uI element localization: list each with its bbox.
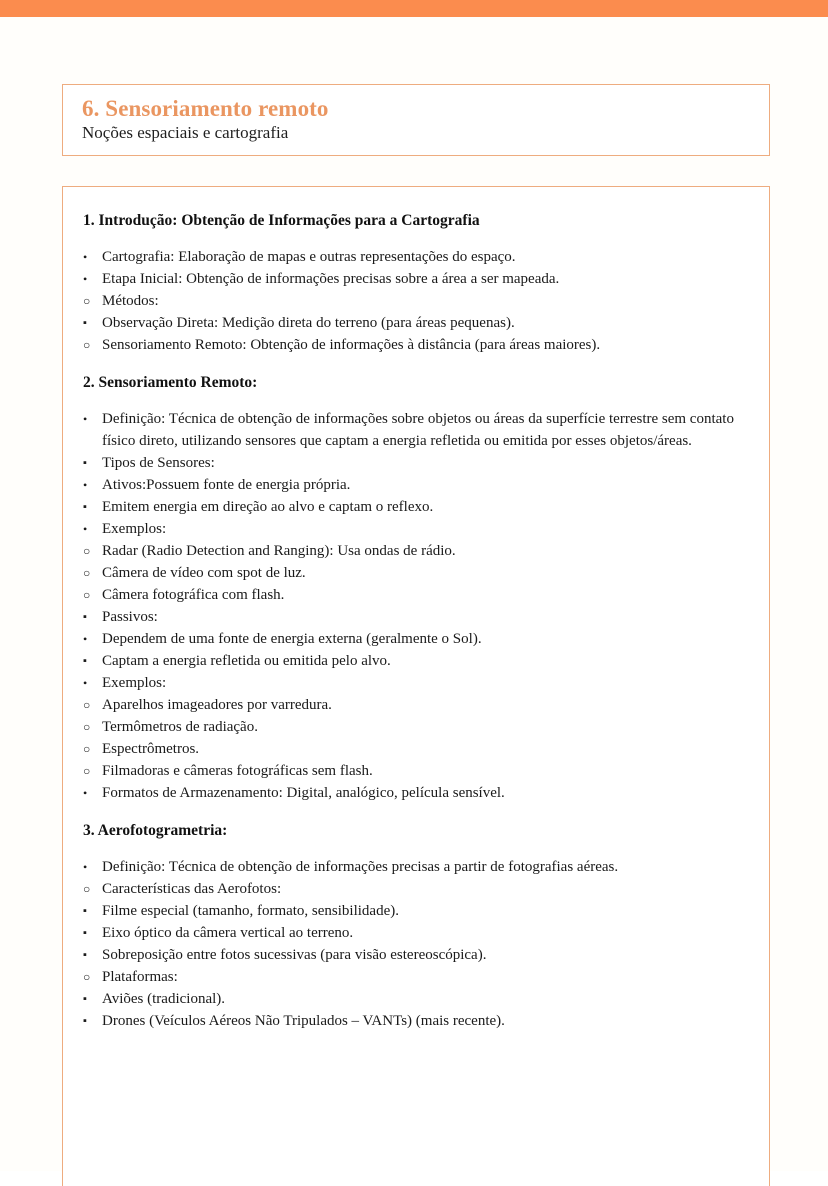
list-item <box>83 246 747 268</box>
list-item <box>83 1010 747 1032</box>
list-item <box>83 518 747 540</box>
square-bullet-icon: ▪ <box>83 456 87 469</box>
list-item <box>83 562 747 584</box>
list-item <box>83 474 747 496</box>
list-item-text: Dependem de uma fonte de energia externa (geralmente o Sol). <box>102 630 482 647</box>
list-item-text: Filmadoras e câmeras fotográficas sem flash. <box>102 762 373 779</box>
list-item-text: Espectrômetros. <box>102 740 200 757</box>
list-item <box>83 716 747 738</box>
circle-bullet-icon: ○ <box>83 741 91 756</box>
square-bullet-icon: ▪ <box>83 926 87 939</box>
list-item <box>83 966 747 988</box>
disc-bullet-icon: • <box>83 249 88 264</box>
section-heading: 3. Aerofotogrametria: <box>83 821 228 839</box>
list-item <box>83 290 747 312</box>
list-item-text: Observação Direta: Medição direta do terreno (para áreas pequenas). <box>102 314 515 331</box>
top-accent-bar <box>0 0 828 17</box>
list-item <box>83 856 747 878</box>
square-bullet-icon: ▪ <box>83 904 87 917</box>
list-item <box>83 878 747 900</box>
heading-spacer <box>83 232 747 246</box>
list-item-text: Passivos: <box>102 608 158 625</box>
disc-bullet-icon: • <box>83 271 88 286</box>
list-item <box>83 606 747 628</box>
list-item-text: Ativos:Possuem fonte de energia própria. <box>102 476 351 493</box>
title-box <box>62 84 770 156</box>
list-item-text: Drones (Veículos Aéreos Não Tripulados – VANTs) (mais recente). <box>102 1012 505 1029</box>
list-item-text: Cartografia: Elaboração de mapas e outras representações do espaço. <box>102 248 516 265</box>
heading-spacer <box>83 394 747 408</box>
square-bullet-icon: ▪ <box>83 654 87 667</box>
circle-bullet-icon: ○ <box>83 881 91 896</box>
list-item <box>83 900 747 922</box>
list-item-text: Termômetros de radiação. <box>102 718 258 735</box>
list-item <box>83 922 747 944</box>
disc-bullet-icon: • <box>83 477 88 492</box>
square-bullet-icon: ▪ <box>83 948 87 961</box>
list-item <box>83 334 747 356</box>
list-item-text: Formatos de Armazenamento: Digital, analógico, película sensível. <box>102 784 505 801</box>
list-item <box>83 650 747 672</box>
circle-bullet-icon: ○ <box>83 565 91 580</box>
outline-list <box>83 246 747 356</box>
page-subtitle: Noções espaciais e cartografia <box>82 123 289 143</box>
square-bullet-icon: ▪ <box>83 1014 87 1027</box>
circle-bullet-icon: ○ <box>83 969 91 984</box>
list-item-text: Captam a energia refletida ou emitida pelo alvo. <box>102 652 391 669</box>
circle-bullet-icon: ○ <box>83 697 91 712</box>
list-item <box>83 540 747 562</box>
sections-container <box>83 211 747 1032</box>
outline-list <box>83 408 747 804</box>
circle-bullet-icon: ○ <box>83 543 91 558</box>
list-item-text: Aparelhos imageadores por varredura. <box>102 696 332 713</box>
list-item <box>83 944 747 966</box>
list-item-text: Sensoriamento Remoto: Obtenção de informações à distância (para áreas maiores). <box>102 336 601 353</box>
list-item-text: Tipos de Sensores: <box>102 454 215 471</box>
list-item-text: Emitem energia em direção ao alvo e captam o reflexo. <box>102 498 434 515</box>
section-spacer <box>83 356 747 373</box>
circle-bullet-icon: ○ <box>83 719 91 734</box>
list-item <box>83 584 747 606</box>
circle-bullet-icon: ○ <box>83 293 91 308</box>
list-item-text: Câmera de vídeo com spot de luz. <box>102 564 306 581</box>
list-item-text: Filme especial (tamanho, formato, sensibilidade). <box>102 902 399 919</box>
circle-bullet-icon: ○ <box>83 337 91 352</box>
disc-bullet-icon: • <box>83 411 88 426</box>
content-box <box>62 186 770 1186</box>
disc-bullet-icon: • <box>83 521 88 536</box>
outline-list <box>83 856 747 1032</box>
list-item <box>83 694 747 716</box>
list-item-text: Métodos: <box>102 292 159 309</box>
list-item-text: Aviões (tradicional). <box>102 990 226 1007</box>
list-item-text: Características das Aerofotos: <box>102 880 282 897</box>
list-item-text: Etapa Inicial: Obtenção de informações precisas sobre a área a ser mapeada. <box>102 270 560 287</box>
section-spacer <box>83 804 747 821</box>
page-title: 6. Sensoriamento remoto <box>82 96 329 121</box>
circle-bullet-icon: ○ <box>83 587 91 602</box>
disc-bullet-icon: • <box>83 859 88 874</box>
list-item <box>83 988 747 1010</box>
disc-bullet-icon: • <box>83 785 88 800</box>
list-item <box>83 268 747 290</box>
section-heading: 2. Sensoriamento Remoto: <box>83 373 258 391</box>
disc-bullet-icon: • <box>83 631 88 646</box>
square-bullet-icon: ▪ <box>83 316 87 329</box>
list-item-text: Plataformas: <box>102 968 178 985</box>
list-item-text: Câmera fotográfica com flash. <box>102 586 285 603</box>
list-item-text: Exemplos: <box>102 674 167 691</box>
square-bullet-icon: ▪ <box>83 610 87 623</box>
list-item-text: Radar (Radio Detection and Ranging): Usa ondas de rádio. <box>102 542 456 559</box>
section-heading: 1. Introdução: Obtenção de Informações para a Cartografia <box>83 212 480 229</box>
disc-bullet-icon: • <box>83 675 88 690</box>
document-page <box>0 17 828 1171</box>
list-item-text: Exemplos: <box>102 520 167 537</box>
list-item <box>83 672 747 694</box>
list-item-text: Sobreposição entre fotos sucessivas (para visão estereoscópica). <box>102 946 487 963</box>
list-item <box>83 628 747 650</box>
square-bullet-icon: ▪ <box>83 992 87 1005</box>
list-item-text: Eixo óptico da câmera vertical ao terreno. <box>102 924 354 941</box>
list-item <box>83 496 747 518</box>
list-item-text: Definição: Técnica de obtenção de informações precisas a partir de fotografias aéreas. <box>102 858 619 875</box>
list-item <box>83 760 747 782</box>
list-item <box>83 452 747 474</box>
square-bullet-icon: ▪ <box>83 500 87 513</box>
list-item <box>83 782 747 804</box>
circle-bullet-icon: ○ <box>83 763 91 778</box>
list-item <box>83 408 747 452</box>
list-item <box>83 738 747 760</box>
list-item-text: Definição: Técnica de obtenção de informações sobre objetos ou áreas da superfície terrestre sem contato físico direto, utilizando sensores que captam a energia refletida ou emitida por esses objetos/áreas. <box>102 410 734 449</box>
list-item <box>83 312 747 334</box>
heading-spacer <box>83 842 747 856</box>
